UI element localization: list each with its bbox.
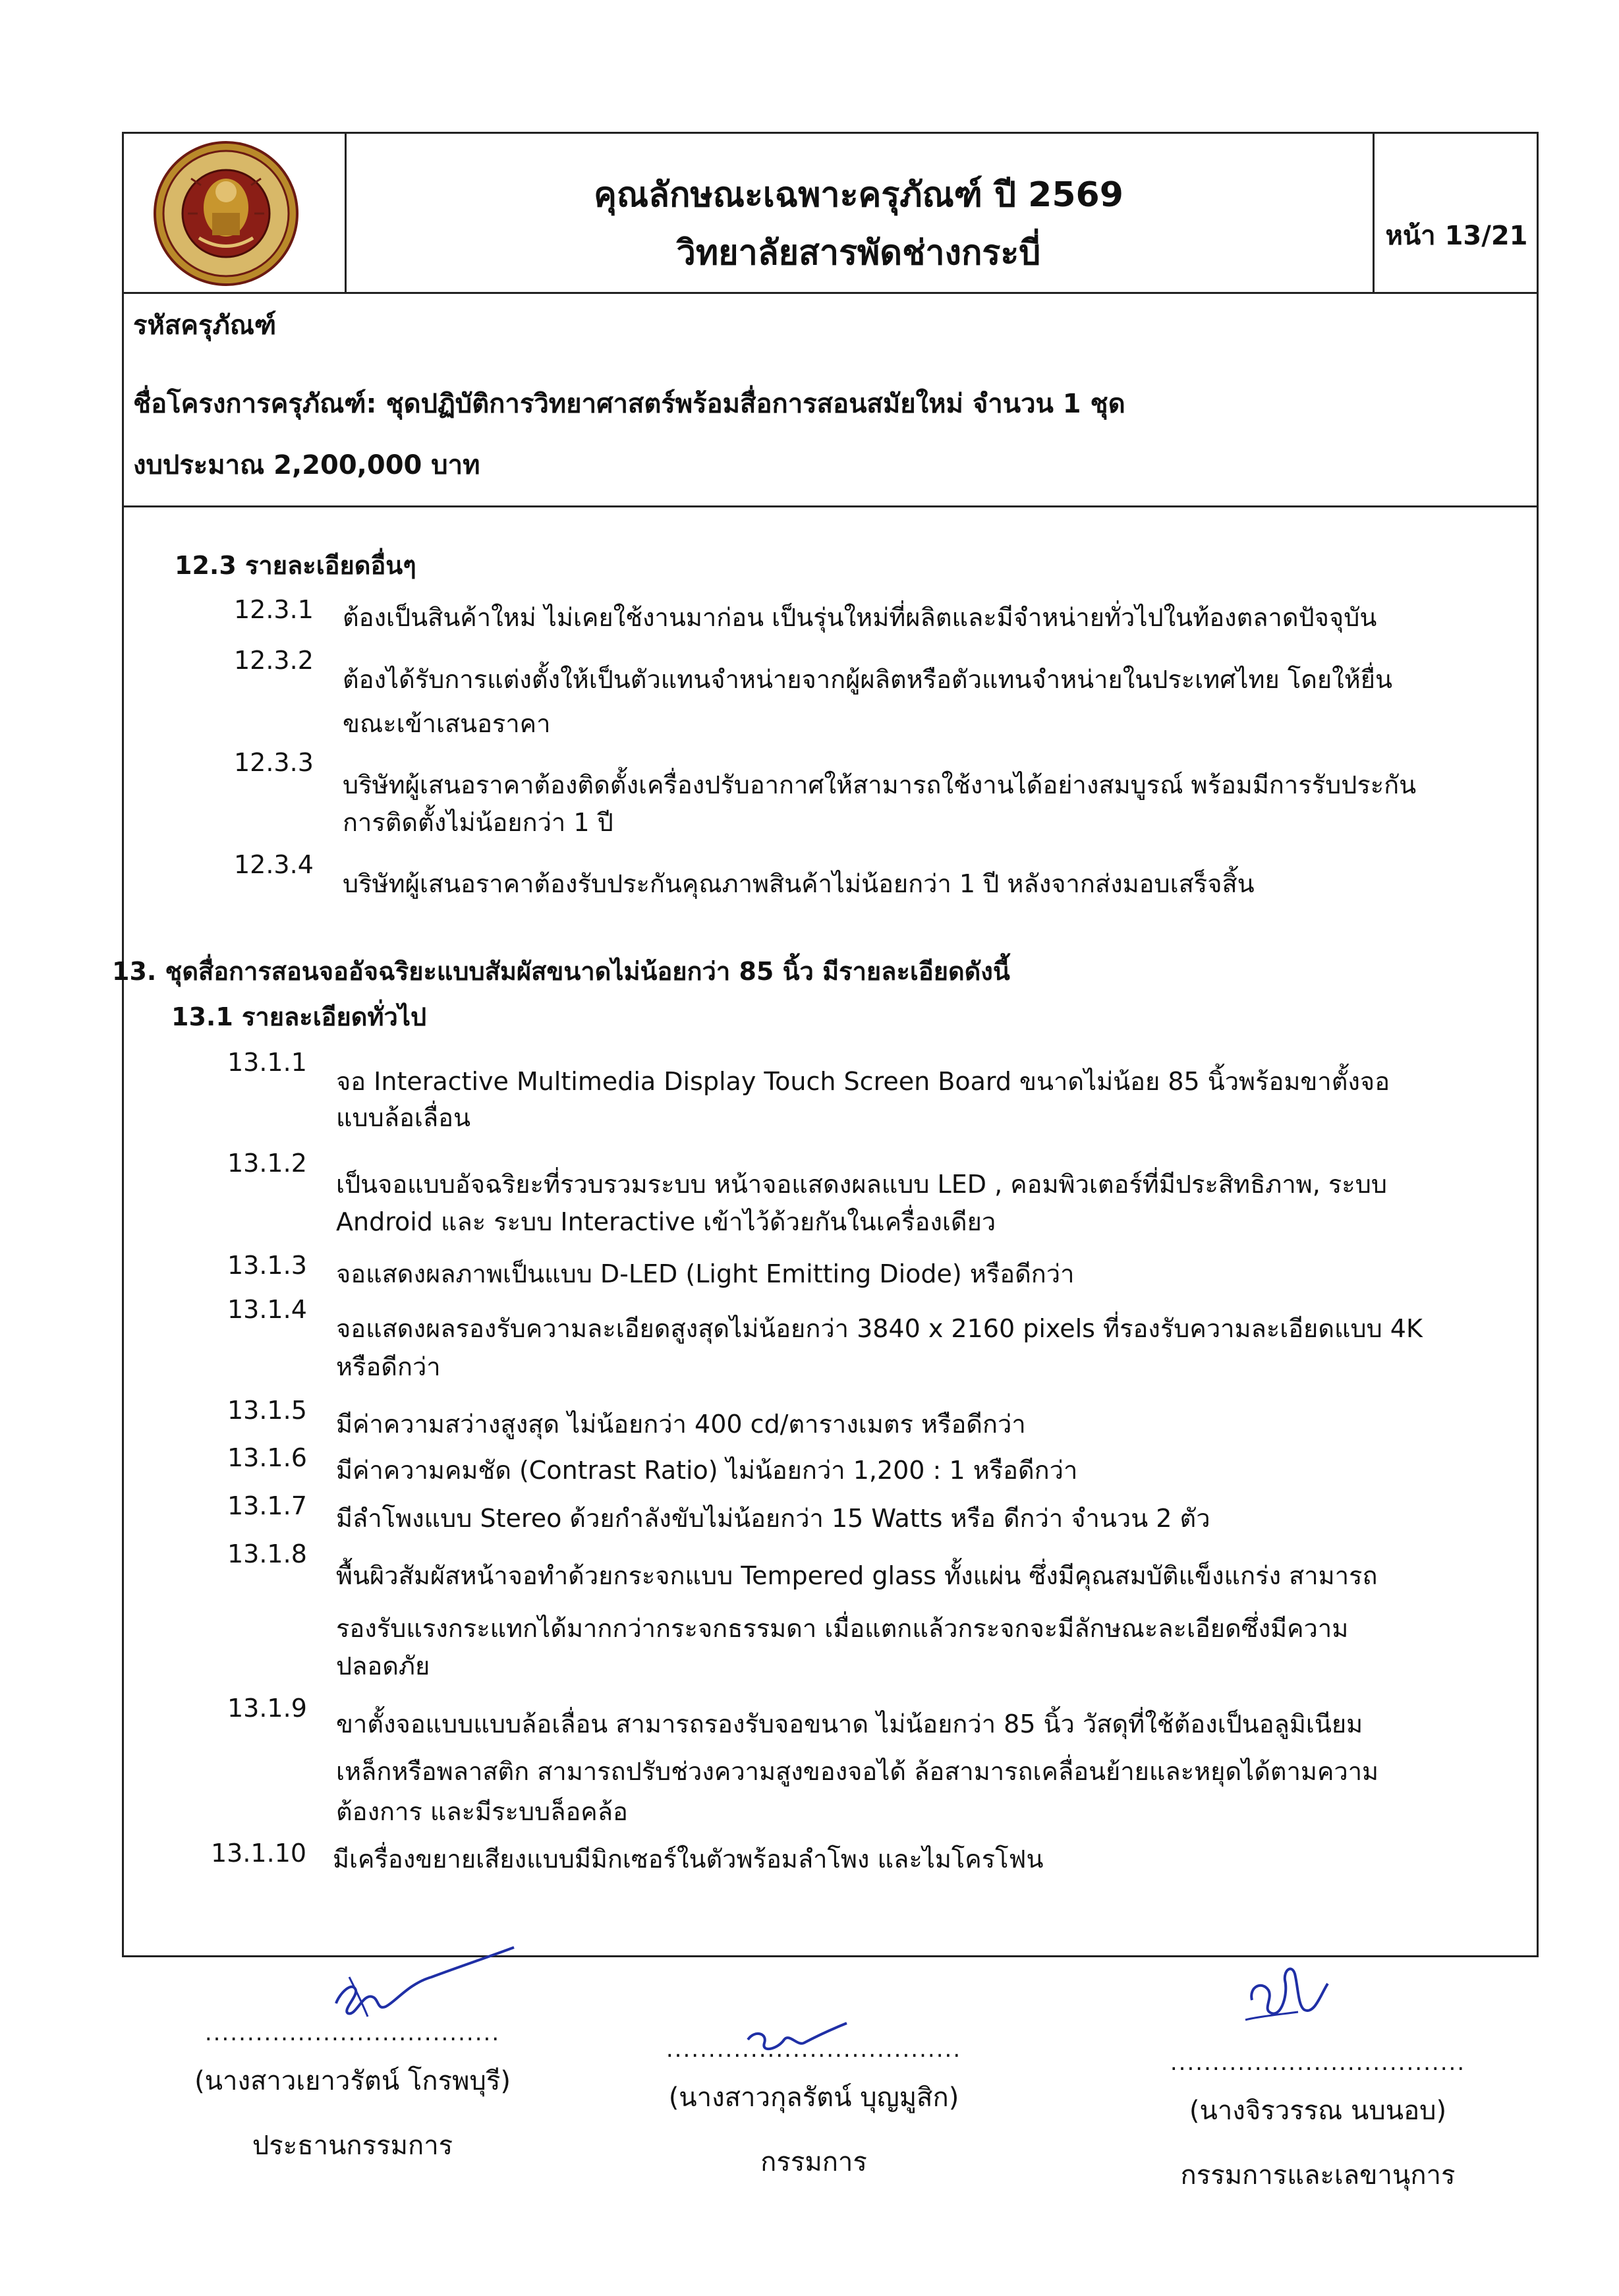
- item-text: แบบล้อเลื่อน: [336, 1103, 470, 1132]
- signature-block-member: [629, 2036, 998, 2183]
- item-text: มีลำโพงแบบ Stereo ด้วยกำลังขับไม่น้อยกว่า 15 Watts หรือ ดีกว่า จำนวน 2 ตัว: [336, 1504, 1210, 1533]
- item-number: 13.1.10: [211, 1839, 307, 1868]
- signature-block-chair: [168, 2020, 537, 2166]
- section-13-heading: 13. ชุดสื่อการสอนจออัจฉริยะแบบสัมผัสขนาดไม่น้อยกว่า 85 นิ้ว มีรายละเอียดดังนี้: [112, 957, 1010, 986]
- title-cell: [345, 134, 1373, 292]
- section-13-1-heading: 13.1 รายละเอียดทั่วไป: [171, 1002, 427, 1031]
- document-title: คุณลักษณะเฉพาะครุภัณฑ์ ปี 2569: [594, 175, 1123, 215]
- item-number: 13.1.9: [227, 1694, 307, 1723]
- signer-name: (นางสาวกุลรัตน์ บุญมูสิก): [668, 2082, 959, 2113]
- item-number: 13.1.1: [227, 1048, 307, 1077]
- item-number: 12.3.2: [234, 646, 314, 675]
- item-number: 13.1.7: [227, 1491, 307, 1520]
- item-number: 13.1.8: [227, 1539, 307, 1568]
- item-text: ต้องได้รับการแต่งตั้งให้เป็นตัวแทนจำหน่ายจากผู้ผลิตหรือตัวแทนจำหน่ายในประเทศไทย โดยให้ยื่น: [343, 665, 1393, 694]
- item-text: มีค่าความสว่างสูงสุด ไม่น้อยกว่า 400 cd/ตารางเมตร หรือดีกว่า: [336, 1410, 1026, 1439]
- item-text: ต้องเป็นสินค้าใหม่ ไม่เคยใช้งานมาก่อน เป็นรุ่นใหม่ที่ผลิตและมีจำหน่ายทั่วไปในท้องตลาดปัจจุบัน: [343, 603, 1377, 632]
- item-text: ขณะเข้าเสนอราคา: [343, 709, 551, 738]
- item-text: มีเครื่องขยายเสียงแบบมีมิกเซอร์ในตัวพร้อมลำโพง และไมโครโฟน: [333, 1845, 1044, 1874]
- item-text: จอแสดงผลภาพเป็นแบบ D-LED (Light Emitting Diode) หรือดีกว่า: [336, 1259, 1075, 1288]
- signature-line: ...................................: [1170, 2050, 1466, 2076]
- item-number: 13.1.2: [227, 1149, 307, 1178]
- signature-block-secretary: [1133, 2050, 1502, 2196]
- item-text: ปลอดภัย: [336, 1651, 430, 1680]
- budget: งบประมาณ 2,200,000 บาท: [133, 450, 480, 480]
- item-text: พื้นผิวสัมผัสหน้าจอทำด้วยกระจกแบบ Tempered glass ทั้งแผ่น ซึ่งมีคุณสมบัติแข็งแกร่ง สามารถ: [336, 1561, 1378, 1590]
- item-text: บริษัทผู้เสนอราคาต้องรับประกันคุณภาพสินค้าไม่น้อยกว่า 1 ปี หลังจากส่งมอบเสร็จสิ้น: [343, 869, 1255, 898]
- signature-line: ...................................: [666, 2036, 962, 2063]
- page-number-cell: [1373, 134, 1539, 292]
- project-name: ชื่อโครงการครุภัณฑ์: ชุดปฏิบัติการวิทยาศาสตร์พร้อมสื่อการสอนสมัยใหม่ จำนวน 1 ชุด: [133, 389, 1125, 419]
- item-text: จอ Interactive Multimedia Display Touch Screen Board ขนาดไม่น้อย 85 นิ้วพร้อมขาตั้งจอ: [336, 1067, 1390, 1096]
- item-text: จอแสดงผลรองรับความละเอียดสูงสุดไม่น้อยกว่า 3840 x 2160 pixels ที่รองรับความละเอียดแบบ 4K: [336, 1314, 1423, 1343]
- equipment-code-label: รหัสครุภัณฑ์: [133, 310, 277, 341]
- vocational-education-seal: [152, 139, 300, 288]
- signer-name: (นางสาวเยาวรัตน์ โกรพบุรี): [194, 2066, 511, 2096]
- item-number: 12.3.1: [234, 595, 314, 624]
- item-text: ต้องการ และมีระบบล็อคล้อ: [336, 1797, 628, 1826]
- signature-1-handwriting: [316, 1931, 527, 2030]
- item-text: มีค่าความคมชัด (Contrast Ratio) ไม่น้อยกว่า 1,200 : 1 หรือดีกว่า: [336, 1456, 1078, 1485]
- signer-role: ประธานกรรมการ: [252, 2131, 453, 2161]
- item-text: รองรับแรงกระแทกได้มากกว่ากระจกธรรมดา เมื่อแตกแล้วกระจกจะมีลักษณะละเอียดซึ่งมีความ: [336, 1614, 1349, 1643]
- signature-3-handwriting: [1232, 1954, 1338, 2040]
- section-12-3-heading: 12.3 รายละเอียดอื่นๆ: [175, 551, 416, 580]
- item-number: 12.3.3: [234, 748, 314, 777]
- item-number: 12.3.4: [234, 850, 314, 879]
- item-text: การติดตั้งไม่น้อยกว่า 1 ปี: [343, 808, 613, 837]
- signer-role: กรรมการ: [760, 2147, 867, 2177]
- item-text: เหล็กหรือพลาสติก สามารถปรับช่วงความสูงของจอได้ ล้อสามารถเคลื่อนย้ายและหยุดได้ตามความ: [336, 1757, 1379, 1786]
- item-text: เป็นจอแบบอัจฉริยะที่รวบรวมระบบ หน้าจอแสดงผลแบบ LED , คอมพิวเตอร์ที่มีประสิทธิภาพ, ระบบ: [336, 1170, 1387, 1199]
- signer-name: (นางจิรวรรณ นบนอบ): [1189, 2096, 1447, 2126]
- signature-line: ...................................: [204, 2020, 501, 2046]
- item-text: บริษัทผู้เสนอราคาต้องติดตั้งเครื่องปรับอากาศให้สามารถใช้งานได้อย่างสมบูรณ์ พร้อมมีการรับประกัน: [343, 770, 1417, 799]
- header-table: [122, 132, 1539, 507]
- college-name: วิทยาลัยสารพัดช่างกระบี่: [676, 233, 1041, 273]
- logo-cell: [124, 134, 347, 292]
- header-top-row: [124, 134, 1537, 294]
- item-number: 13.1.6: [227, 1443, 307, 1472]
- item-text: ขาตั้งจอแบบแบบล้อเลื่อน สามารถรองรับจอขนาด ไม่น้อยกว่า 85 นิ้ว วัสดุที่ใช้ต้องเป็นอลูมิเนียม: [336, 1709, 1363, 1738]
- signer-role: กรรมการและเลขานุการ: [1180, 2160, 1456, 2191]
- page-number: หน้า 13/21: [1385, 221, 1528, 251]
- item-text: Android และ ระบบ Interactive เข้าไว้ด้วยกันในเครื่องเดียว: [336, 1207, 996, 1236]
- item-number: 13.1.3: [227, 1251, 307, 1280]
- item-number: 13.1.5: [227, 1396, 307, 1425]
- item-text: หรือดีกว่า: [336, 1352, 441, 1381]
- item-number: 13.1.4: [227, 1295, 307, 1324]
